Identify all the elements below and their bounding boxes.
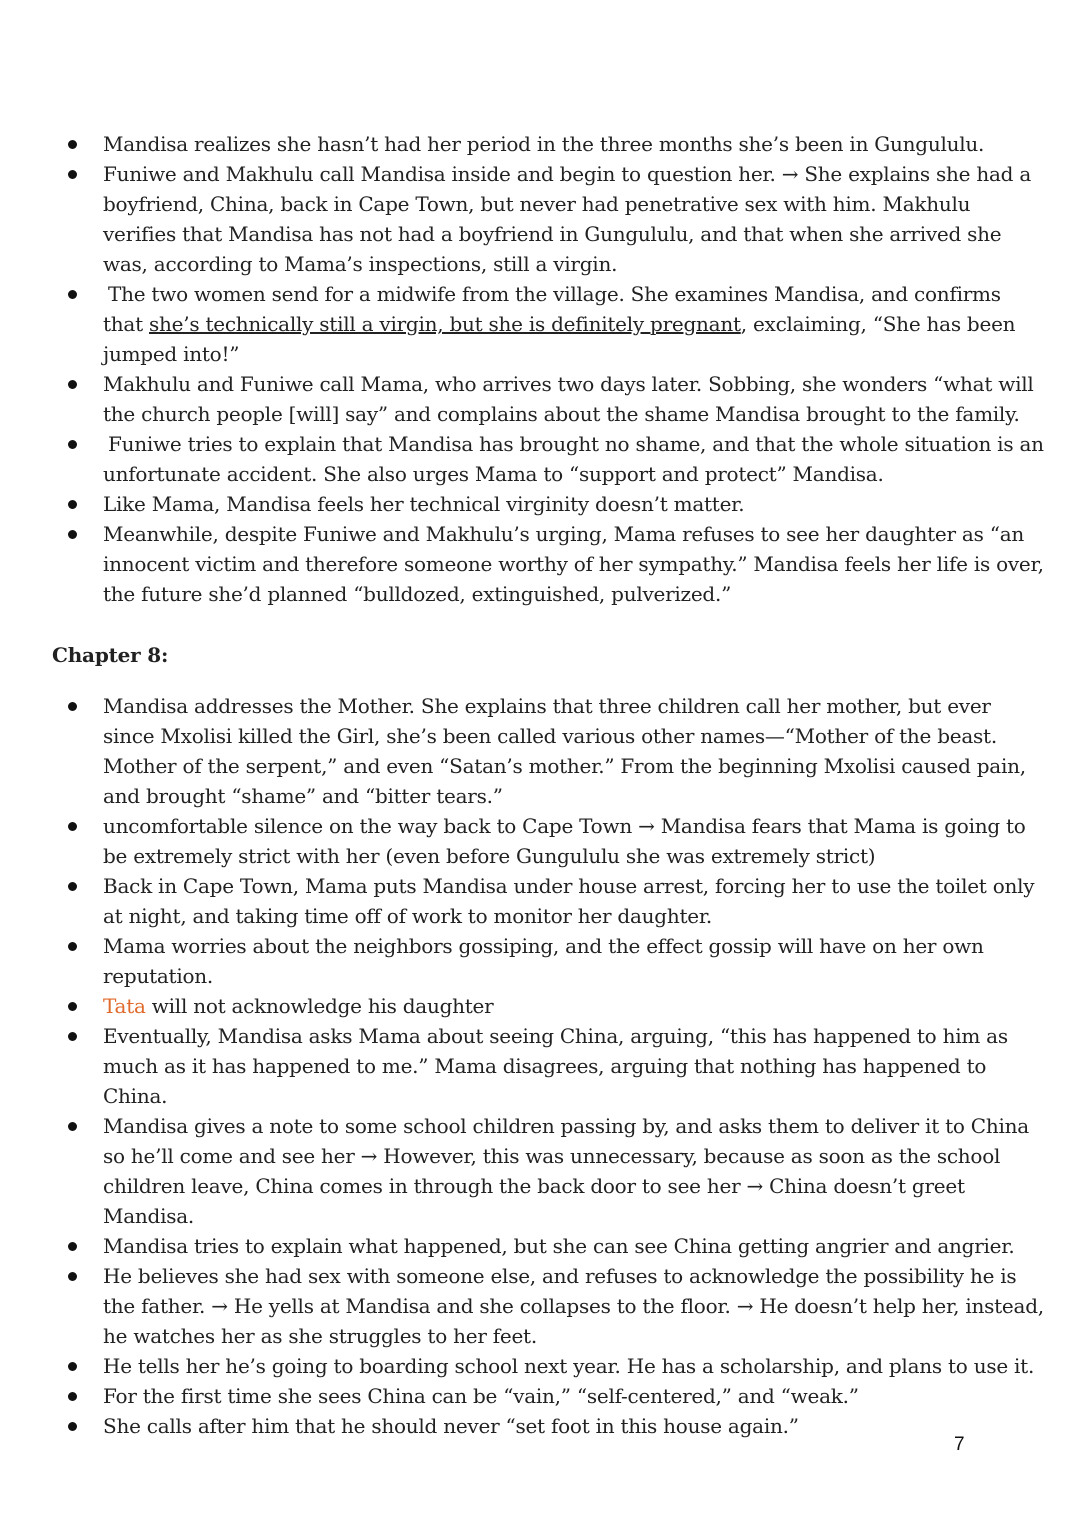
- highlighted-name: Tata: [103, 994, 146, 1018]
- list-item: [0, 279, 1080, 369]
- chapter-8-bullet-list: [0, 691, 1080, 1441]
- bullet-icon: [68, 1122, 77, 1131]
- list-item: [0, 1381, 1080, 1411]
- list-item: [0, 871, 1080, 931]
- item-text: She calls after him that he should never “set foot in this house again.”: [103, 1414, 799, 1438]
- list-item: [0, 129, 1080, 159]
- bullet-icon: [68, 942, 77, 951]
- item-text: uncomfortable silence on the way back to Cape Town → Mandisa fears that Mama is going to be extremely strict with her (even before Gungululu she was extremely strict): [103, 814, 1026, 868]
- underlined-text: she’s technically still a virgin, but she is definitely pregnant: [149, 312, 741, 336]
- bullet-icon: [68, 1392, 77, 1401]
- item-text: He believes she had sex with someone else, and refuses to acknowledge the possibility he is the father. → He yells at Mandisa and she collapses to the floor. → He doesn’t help her, instead, he watches her as she struggles to her feet.: [103, 1264, 1044, 1348]
- item-text: Mandisa gives a note to some school children passing by, and asks them to deliver it to China so he’ll come and see her → However, this was unnecessary, because as soon as the school children leave, China comes in through the back door to see her → China doesn’t greet Mandisa.: [103, 1114, 1029, 1228]
- chapter-7-bullet-list: [0, 129, 1080, 609]
- item-text-end: , exclaiming, “She has been jumped into!”: [103, 312, 1016, 366]
- item-text: Back in Cape Town, Mama puts Mandisa under house arrest, forcing her to use the toilet only at night, and taking time off of work to monitor her daughter.: [103, 874, 1035, 928]
- list-item: [0, 429, 1080, 489]
- item-text: Eventually, Mandisa asks Mama about seeing China, arguing, “this has happened to him as much as it has happened to me.” Mama disagrees, arguing that nothing has happened to China.: [103, 1024, 1008, 1108]
- bullet-icon: [68, 882, 77, 891]
- bullet-icon: [68, 1242, 77, 1251]
- item-text: He tells her he’s going to boarding school next year. He has a scholarship, and plans to use it.: [103, 1354, 1035, 1378]
- bullet-icon: [68, 822, 77, 831]
- bullet-icon: [68, 1362, 77, 1371]
- item-text: For the first time she sees China can be “vain,” “self-centered,” and “weak.”: [103, 1384, 859, 1408]
- list-item: [0, 489, 1080, 519]
- bullet-icon: [68, 290, 77, 299]
- bullet-icon: [68, 1032, 77, 1041]
- page-number: 7: [954, 1434, 965, 1455]
- item-text: Like Mama, Mandisa feels her technical virginity doesn’t matter.: [103, 492, 745, 516]
- bullet-icon: [68, 170, 77, 179]
- item-text: Mandisa realizes she hasn’t had her period in the three months she’s been in Gungululu.: [103, 132, 985, 156]
- item-text: Mandisa tries to explain what happened, but she can see China getting angrier and angrier.: [103, 1234, 1015, 1258]
- bullet-icon: [68, 1272, 77, 1281]
- list-item: [0, 811, 1080, 871]
- list-item: [0, 691, 1080, 811]
- list-item: [0, 369, 1080, 429]
- bullet-icon: [68, 500, 77, 509]
- list-item: [0, 1111, 1080, 1231]
- bullet-icon: [68, 380, 77, 389]
- list-item: [0, 1351, 1080, 1381]
- item-text: Funiwe tries to explain that Mandisa has brought no shame, and that the whole situation is an unfortunate accident. She also urges Mama to “support and protect” Mandisa.: [103, 432, 1044, 486]
- bullet-icon: [68, 140, 77, 149]
- bullet-icon: [68, 440, 77, 449]
- bullet-icon: [68, 702, 77, 711]
- bullet-icon: [68, 1002, 77, 1011]
- list-item: [0, 1021, 1080, 1111]
- chapter-heading: Chapter 8:: [52, 643, 169, 667]
- list-item: [0, 159, 1080, 279]
- item-text: Mandisa addresses the Mother. She explains that three children call her mother, but ever since Mxolisi killed the Girl, she’s been called various other names—“Mother of the beast. Mother of the serpent,” and even “Satan’s mother.” From the beginning Mxolisi caused pain, and brought “shame” and “bitter tears.”: [103, 694, 1026, 808]
- item-text: Mama worries about the neighbors gossiping, and the effect gossip will have on her own reputation.: [103, 934, 984, 988]
- item-text: Makhulu and Funiwe call Mama, who arrives two days later. Sobbing, she wonders “what will the church people [will] say” and complains about the shame Mandisa brought to the family.: [103, 372, 1034, 426]
- bullet-icon: [68, 1422, 77, 1431]
- item-text: Funiwe and Makhulu call Mandisa inside and begin to question her. → She explains she had a boyfriend, China, back in Cape Town, but never had penetrative sex with him. Makhulu verifies that Mandisa has not had a boyfriend in Gungululu, and that when she arrived she was, according to Mama’s inspections, still a virgin.: [103, 162, 1031, 276]
- item-text: The two women send for a midwife from the village. She examines Mandisa, and confirms that: [103, 282, 1001, 336]
- list-item: [0, 1231, 1080, 1261]
- list-item: [0, 1411, 1080, 1441]
- bullet-icon: [68, 530, 77, 539]
- list-item: [0, 931, 1080, 991]
- item-text: will not acknowledge his daughter: [145, 994, 494, 1018]
- list-item: [0, 991, 1080, 1021]
- list-item: [0, 1261, 1080, 1351]
- item-text: Meanwhile, despite Funiwe and Makhulu’s urging, Mama refuses to see her daughter as “an innocent victim and therefore someone worthy of her sympathy.” Mandisa feels her life is over, the future she’d planned “bulldozed, extinguished, pulverized.”: [103, 522, 1044, 606]
- list-item: [0, 519, 1080, 609]
